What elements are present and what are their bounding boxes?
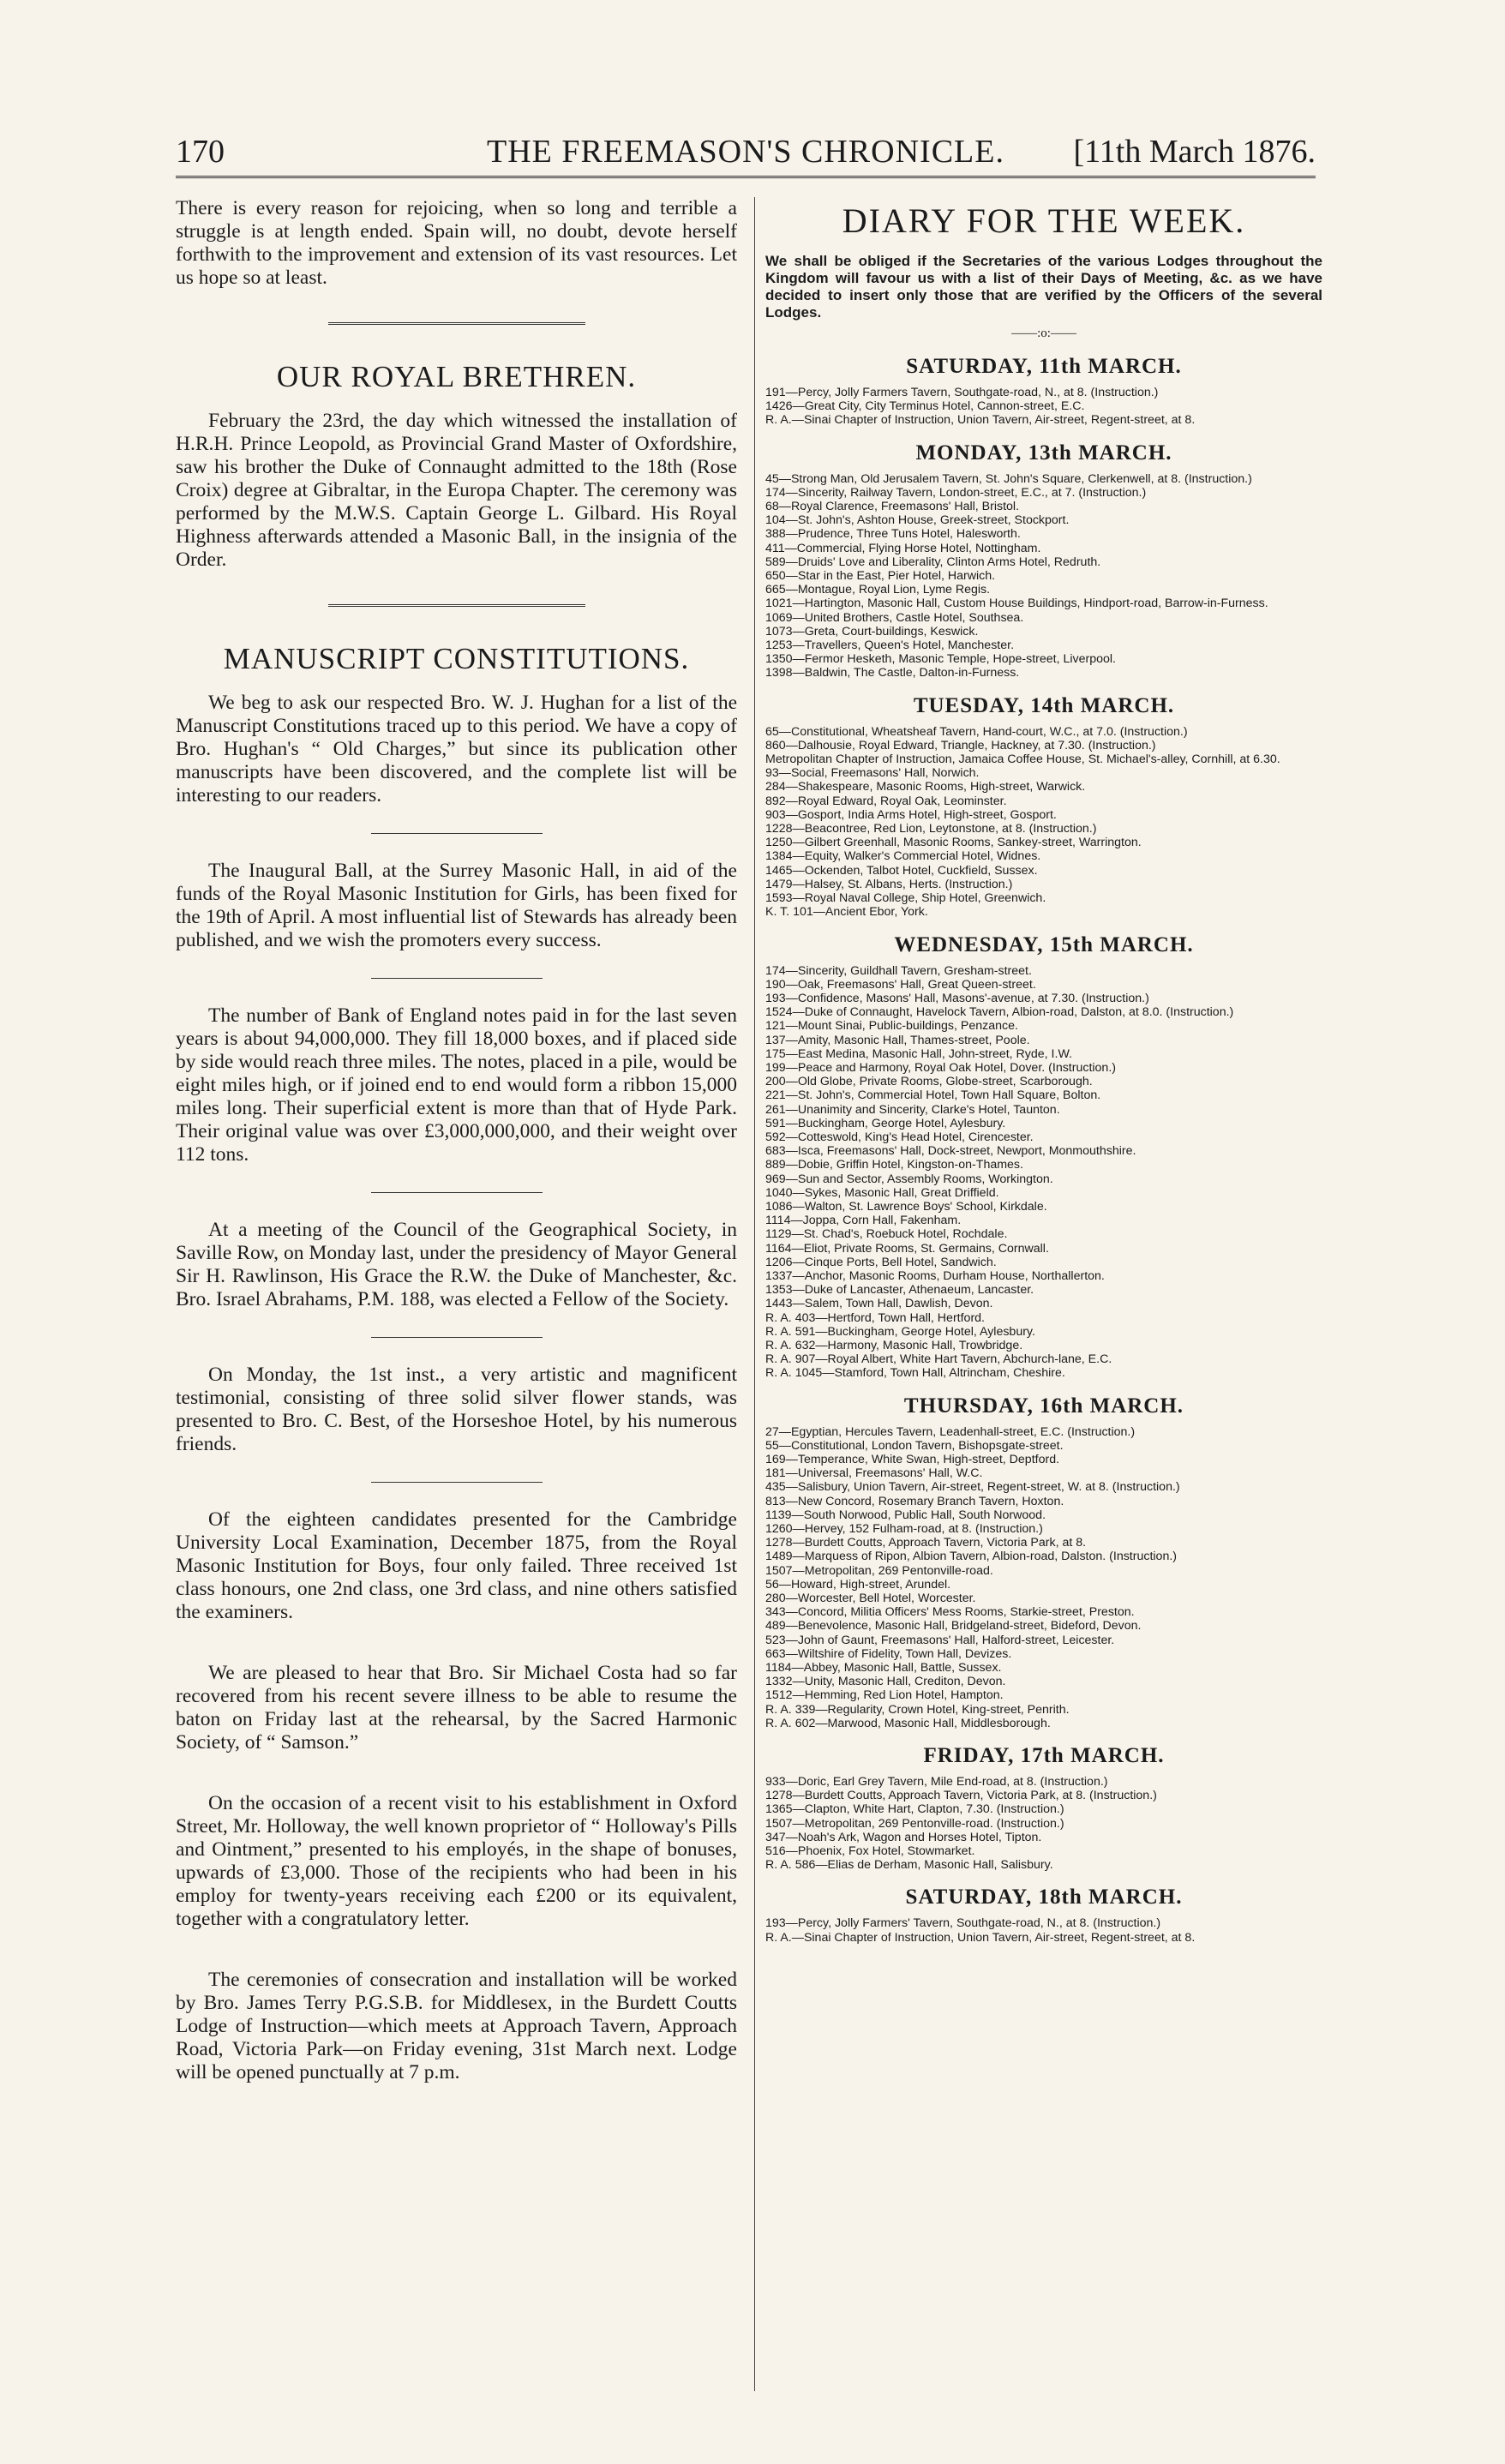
lodge-entry: 1278—Burdett Coutts, Approach Tavern, Victoria Park, at 8. (Instruction.) (765, 1789, 1157, 1803)
lodge-entry: 261—Unanimity and Sincerity, Clarke's Hotel, Taunton. (765, 1102, 1060, 1117)
section-rule (328, 604, 585, 609)
lodge-entry: 1073—Greta, Court-buildings, Keswick. (765, 624, 979, 638)
day-heading: FRIDAY, 17th MARCH. (923, 1744, 1165, 1768)
lodge-entry: 591—Buckingham, George Hotel, Aylesbury. (765, 1116, 1006, 1130)
column-divider (754, 197, 755, 2391)
lodge-entry: 1337—Anchor, Masonic Rooms, Durham House, Northallerton. (765, 1268, 1105, 1283)
lodge-entry: 411—Commercial, Flying Horse Hotel, Nottingham. (765, 541, 1041, 555)
lodge-entry: 1250—Gilbert Greenhall, Masonic Rooms, Sankey-street, Warrington. (765, 836, 1142, 850)
lodge-entry: R. A. 632—Harmony, Masonic Hall, Trowbridge. (765, 1338, 1023, 1352)
paragraph-cambridge: Of the eighteen candidates presented for the Cambridge University Local Examination, December 1875, from the Royal Masonic Institution for Boys, four only failed. Three received 1st class honours, one 2nd class, one 3rd class, and nine others satisfied the examiners. (176, 1508, 737, 1623)
lodge-entry: 191—Percy, Jolly Farmers Tavern, Southgate-road, N., at 8. (Instruction.) (765, 386, 1159, 399)
lodge-entry: 1350—Fermor Hesketh, Masonic Temple, Hope-street, Liverpool. (765, 652, 1116, 667)
lodge-entry: 933—Doric, Earl Grey Tavern, Mile End-road, at 8. (Instruction.) (765, 1775, 1108, 1790)
lodge-entry: 388—Prudence, Three Tuns Hotel, Halesworth. (765, 527, 1021, 542)
lodge-entry: 1507—Metropolitan, 269 Pentonville-road. (765, 1563, 993, 1578)
lodge-entry: 1398—Baldwin, The Castle, Dalton-in-Furness. (765, 666, 1020, 680)
lodge-entry: 27—Egyptian, Hercules Tavern, Leadenhall-street, E.C. (Instruction.) (765, 1424, 1136, 1439)
day-heading: WEDNESDAY, 15th MARCH. (894, 932, 1194, 956)
lodge-entry: 175—East Medina, Masonic Hall, John-street, Ryde, I.W. (765, 1046, 1072, 1061)
lodge-entry: 892—Royal Edward, Royal Oak, Leominster. (765, 794, 1007, 808)
lodge-entry: 435—Salisbury, Union Tavern, Air-street, Regent-street, W. at 8. (Instruction.) (765, 1480, 1180, 1495)
lodge-entry: 665—Montague, Royal Lion, Lyme Regis. (765, 583, 991, 597)
page-header (176, 133, 1316, 178)
lodge-entry: 1021—Hartington, Masonic Hall, Custom House Buildings, Hindport-road, Barrow-in-Furness. (765, 597, 1268, 611)
lodge-entry: 68—Royal Clarence, Freemasons' Hall, Bristol. (765, 500, 1020, 514)
lodge-entry: 121—Mount Sinai, Public-buildings, Penzance. (765, 1019, 1018, 1034)
paragraph-rule (371, 1337, 543, 1338)
lodge-entry: 174—Sincerity, Guildhall Tavern, Gresham-street. (765, 963, 1032, 978)
left-column (176, 197, 737, 2089)
lodge-entry: 347—Noah's Ark, Wagon and Horses Hotel, Tipton. (765, 1830, 1042, 1844)
lodge-entry: 1278—Burdett Coutts, Approach Tavern, Victoria Park, at 8. (765, 1536, 1087, 1550)
lodge-entry: 589—Druids' Love and Liberality, Clinton Arms Hotel, Redruth. (765, 555, 1101, 569)
lodge-entry: 903—Gosport, India Arms Hotel, High-street, Gosport. (765, 807, 1057, 822)
lodge-entry: R. A. 339—Regularity, Crown Hotel, King-street, Penrith. (765, 1702, 1070, 1717)
lodge-entry: 104—St. John's, Ashton House, Greek-street, Stockport. (765, 513, 1070, 528)
lodge-entry: 1069—United Brothers, Castle Hotel, Southsea. (765, 610, 1024, 625)
page-number: 170 (176, 134, 225, 170)
lodge-entry: 55—Constitutional, London Tavern, Bishopsgate-street. (765, 1438, 1064, 1453)
lodge-entry: R. A.—Sinai Chapter of Instruction, Union Tavern, Air-street, Regent-street, at 8. (765, 1930, 1196, 1945)
lodge-entry: 889—Dobie, Griffin Hotel, Kingston-on-Thames. (765, 1158, 1023, 1172)
lodge-entry: 523—John of Gaunt, Freemasons' Hall, Halford-street, Leicester. (765, 1633, 1115, 1647)
paragraph-rule (371, 978, 543, 979)
lodge-entry: 1040—Sykes, Masonic Hall, Great Driffield. (765, 1185, 999, 1200)
lodge-entry: 1332—Unity, Masonic Hall, Crediton, Devon. (765, 1675, 1006, 1689)
day-heading: MONDAY, 13th MARCH. (915, 441, 1172, 465)
lodge-entry: 516—Phoenix, Fox Hotel, Stowmarket. (765, 1844, 975, 1859)
lodge-entry: R. A. 403—Hertford, Town Hall, Hertford. (765, 1310, 986, 1325)
lodge-entry: 1260—Hervey, 152 Fulham-road, at 8. (Instruction.) (765, 1522, 1043, 1537)
paragraph-rule (371, 1482, 543, 1483)
lodge-entry: Metropolitan Chapter of Instruction, Jamaica Coffee House, St. Michael's-alley, Cornhill, at 6.30. (765, 752, 1280, 767)
lodge-entry: 489—Benevolence, Masonic Hall, Bridgeland-street, Bideford, Devon. (765, 1619, 1142, 1634)
section-heading-manuscript: MANUSCRIPT CONSTITUTIONS. (223, 642, 690, 675)
lodge-entry: 343—Concord, Militia Officers' Mess Rooms, Starkie-street, Preston. (765, 1605, 1135, 1620)
lodge-entry: 1489—Marquess of Ripon, Albion Tavern, Albion-road, Dalston. (Instruction.) (765, 1550, 1178, 1564)
lodge-entry: 1512—Hemming, Red Lion Hotel, Hampton. (765, 1688, 1004, 1703)
paragraph-testimonial: On Monday, the 1st inst., a very artistic and magnificent testimonial, consisting of three solid silver flower stands, was presented to Bro. C. Best, of the Horseshoe Hotel, by his numerous friends. (176, 1364, 737, 1455)
lodge-entry: 1479—Halsey, St. Albans, Herts. (Instruction.) (765, 877, 1013, 891)
lodge-entry: 280—Worcester, Bell Hotel, Worcester. (765, 1592, 976, 1606)
lodge-entry: 199—Peace and Harmony, Royal Oak Hotel, Dover. (Instruction.) (765, 1060, 1116, 1075)
section-heading-royal-brethren: OUR ROYAL BRETHREN. (276, 360, 637, 393)
lodge-entry: 1206—Cinque Ports, Bell Hotel, Sandwich. (765, 1255, 997, 1269)
day-heading: SATURDAY, 18th MARCH. (905, 1885, 1183, 1909)
paragraph-rule (371, 1192, 543, 1193)
ornament-divider: ——:o:—— (1011, 327, 1076, 340)
lodge-entry: 45—Strong Man, Old Jerusalem Tavern, St. John's Square, Clerkenwell, at 8. (Instruction.) (765, 471, 1252, 486)
right-column (765, 197, 1322, 1945)
paragraph-spain: There is every reason for rejoicing, when so long and terrible a struggle is at length ended. Spain will, no doubt, devote herself forthwith to the improvement and extension of its vast resources. Let us hope so at least. (176, 197, 737, 289)
diary-days (765, 355, 1322, 1945)
lodge-entry: 1443—Salem, Town Hall, Dawlish, Devon. (765, 1297, 993, 1311)
paragraph-bank-notes: The number of Bank of England notes paid in for the last seven years is about 94,000,000. They fill 18,000 boxes, and if placed side by side would reach three miles. The notes, placed in a pile, would be eight miles high, or if joined end to end would form a ribbon 15,000 miles long. Their superficial extent is more than that of Hyde Park. Their original value was over £3,000,000,000, and their weight over 112 tons. (176, 1004, 737, 1166)
diary-intro: We shall be obliged if the Secretaries of the various Lodges throughout the Kingdom will favour us with a list of their Days of Meeting, &c. as we have decided to insert only those that are verified by the Officers of the several Lodges. (765, 253, 1322, 321)
lodge-entry: 181—Universal, Freemasons' Hall, W.C. (765, 1466, 983, 1481)
lodge-entry: 93—Social, Freemasons' Hall, Norwich. (765, 766, 980, 781)
section-rule (328, 322, 585, 327)
lodge-entry: 1114—Joppa, Corn Hall, Fakenham. (765, 1214, 962, 1228)
lodge-entry: R. A. 586—Elias de Derham, Masonic Hall, Salisbury. (765, 1858, 1053, 1873)
lodge-entry: 1465—Ockenden, Talbot Hotel, Cuckfield, Sussex. (765, 863, 1038, 878)
day-heading: THURSDAY, 16th MARCH. (903, 1394, 1184, 1418)
lodge-entry: 56—Howard, High-street, Arundel. (765, 1577, 951, 1592)
lodge-entry: 1253—Travellers, Queen's Hotel, Manchester. (765, 638, 1015, 653)
lodge-entry: 190—Oak, Freemasons' Hall, Great Queen-street. (765, 977, 1036, 992)
lodge-entry: R. A.—Sinai Chapter of Instruction, Union Tavern, Air-street, Regent-street, at 8. (765, 413, 1196, 428)
lodge-entry: 284—Shakespeare, Masonic Rooms, High-street, Warwick. (765, 780, 1086, 794)
lodge-entry: 1426—Great City, City Terminus Hotel, Cannon-street, E.C. (765, 399, 1085, 414)
paragraph-costa: We are pleased to hear that Bro. Sir Michael Costa had so far recovered from his recent severe illness to be able to resume the baton on Friday last at the rehearsal, by the Sacred Harmonic Society, of “ Samson.” (176, 1662, 737, 1754)
lodge-entry: 169—Temperance, White Swan, High-street, Deptford. (765, 1453, 1060, 1466)
lodge-entry: 1384—Equity, Walker's Commercial Hotel, Widnes. (765, 849, 1041, 864)
day-heading: TUESDAY, 14th MARCH. (913, 693, 1175, 717)
lodge-entry: 683—Isca, Freemasons' Hall, Dock-street, Newport, Monmouthshire. (765, 1144, 1136, 1159)
lodge-entry: K. T. 101—Ancient Ebor, York. (765, 905, 928, 920)
diary-title: DIARY FOR THE WEEK. (842, 201, 1246, 240)
lodge-entry: 1139—South Norwood, Public Hall, South Norwood. (765, 1508, 1046, 1522)
paragraph-geographical: At a meeting of the Council of the Geographical Society, in Saville Row, on Monday last, under the presidency of Mayor General Sir H. Rawlinson, His Grace the R.W. the Duke of Manchester, &c. Bro. Israel Abrahams, P.M. 188, was elected a Fellow of the Society. (176, 1219, 737, 1310)
lodge-entry: 193—Percy, Jolly Farmers' Tavern, Southgate-road, N., at 8. (Instruction.) (765, 1916, 1161, 1931)
lodge-entry: R. A. 1045—Stamford, Town Hall, Altrincham, Cheshire. (765, 1366, 1065, 1381)
day-heading: SATURDAY, 11th MARCH. (906, 355, 1182, 378)
paragraph-manuscript: We beg to ask our respected Bro. W. J. Hughan for a list of the Manuscript Constitutions traced up to this period. We have a copy of Bro. Hughan's “ Old Charges,” but since its publication other manuscripts have been discovered, and the complete list will be interesting to our readers. (176, 692, 737, 806)
lodge-entry: 663—Wiltshire of Fidelity, Town Hall, Devizes. (765, 1646, 1012, 1661)
lodge-entry: 193—Confidence, Masons' Hall, Masons'-avenue, at 7.30. (Instruction.) (765, 991, 1149, 1005)
lodge-entry: 1184—Abbey, Masonic Hall, Battle, Sussex. (765, 1661, 1002, 1676)
paragraph-inaugural-ball: The Inaugural Ball, at the Surrey Masonic Hall, in aid of the funds of the Royal Masonic Institution for Girls, has been fixed for the 19th of April. A most influential list of Stewards has already been published, and we wish the promoters every success. (176, 860, 737, 951)
lodge-entry: 813—New Concord, Rosemary Branch Tavern, Hoxton. (765, 1494, 1064, 1508)
lodge-entry: R. A. 907—Royal Albert, White Hart Tavern, Abchurch-lane, E.C. (765, 1352, 1112, 1367)
masthead-title: THE FREEMASON'S CHRONICLE. (487, 134, 1004, 170)
issue-date: [11th March 1876. (1073, 134, 1316, 170)
lodge-entry: 1593—Royal Naval College, Ship Hotel, Greenwich. (765, 891, 1046, 906)
lodge-entry: 221—St. John's, Commercial Hotel, Town Hall Square, Bolton. (765, 1088, 1101, 1103)
lodge-entry: 174—Sincerity, Railway Tavern, London-street, E.C., at 7. (Instruction.) (765, 485, 1147, 500)
paragraph-rule (371, 833, 543, 834)
lodge-entry: R. A. 591—Buckingham, George Hotel, Aylesbury. (765, 1324, 1035, 1339)
paragraph-holloway: On the occasion of a recent visit to his establishment in Oxford Street, Mr. Holloway, the well known proprietor of “ Holloway's Pills and Ointment,” presented to his employés, in the shape of bonuses, upwards of £3,000. Those of the recipients who had been in his employ for twenty-years receiving each £200 or its equivalent, together with a congratulatory letter. (176, 1792, 737, 1930)
lodge-entry: 650—Star in the East, Pier Hotel, Harwich. (765, 569, 996, 584)
lodge-entry: 1524—Duke of Connaught, Havelock Tavern, Albion-road, Dalston, at 8.0. (Instruction.) (765, 1005, 1234, 1020)
lodge-entry: 592—Cotteswold, King's Head Hotel, Cirencester. (765, 1130, 1034, 1144)
lodge-entry: 137—Amity, Masonic Hall, Thames-street, Poole. (765, 1033, 1030, 1047)
paragraph-royal-brethren: February the 23rd, the day which witnessed the installation of H.R.H. Prince Leopold, as Provincial Grand Master of Oxfordshire, saw his brother the Duke of Connaught admitted to the 18th (Rose Croix) degree at Gibraltar, in the Europa Chapter. The ceremony was performed by the M.W.S. Captain George L. Gilbard. His Royal Highness afterwards attended a Masonic Ball, in the insignia of the Order. (176, 410, 737, 571)
lodge-entry: 969—Sun and Sector, Assembly Rooms, Workington. (765, 1172, 1053, 1186)
lodge-entry: 860—Dalhousie, Royal Edward, Triangle, Hackney, at 7.30. (Instruction.) (765, 738, 1156, 752)
lodge-entry: R. A. 602—Marwood, Masonic Hall, Middlesborough. (765, 1716, 1051, 1730)
lodge-entry: 1353—Duke of Lancaster, Athenaeum, Lancaster. (765, 1283, 1034, 1298)
lodge-entry: 200—Old Globe, Private Rooms, Globe-street, Scarborough. (765, 1075, 1093, 1089)
lodge-entry: 1129—St. Chad's, Roebuck Hotel, Rochdale. (765, 1227, 1008, 1242)
lodge-entry: 1365—Clapton, White Hart, Clapton, 7.30. (Instruction.) (765, 1802, 1064, 1817)
lodge-entry: 1507—Metropolitan, 269 Pentonville-road. (Instruction.) (765, 1816, 1064, 1831)
lodge-entry: 1164—Eliot, Private Rooms, St. Germains, Cornwall. (765, 1241, 1049, 1256)
paragraph-consecration: The ceremonies of consecration and installation will be worked by Bro. James Terry P.G.S.B. for Middlesex, in the Burdett Coutts Lodge of Instruction—which meets at Approach Tavern, Approach Road, Victoria Park—on Friday evening, 31st March next. Lodge will be opened punctually at 7 p.m. (176, 1969, 737, 2083)
lodge-entry: 65—Constitutional, Wheatsheaf Tavern, Hand-court, W.C., at 7.0. (Instruction.) (765, 724, 1188, 739)
lodge-entry: 1228—Beacontree, Red Lion, Leytonstone, at 8. (Instruction.) (765, 822, 1097, 836)
lodge-entry: 1086—Walton, St. Lawrence Boys' School, Kirkdale. (765, 1199, 1047, 1214)
